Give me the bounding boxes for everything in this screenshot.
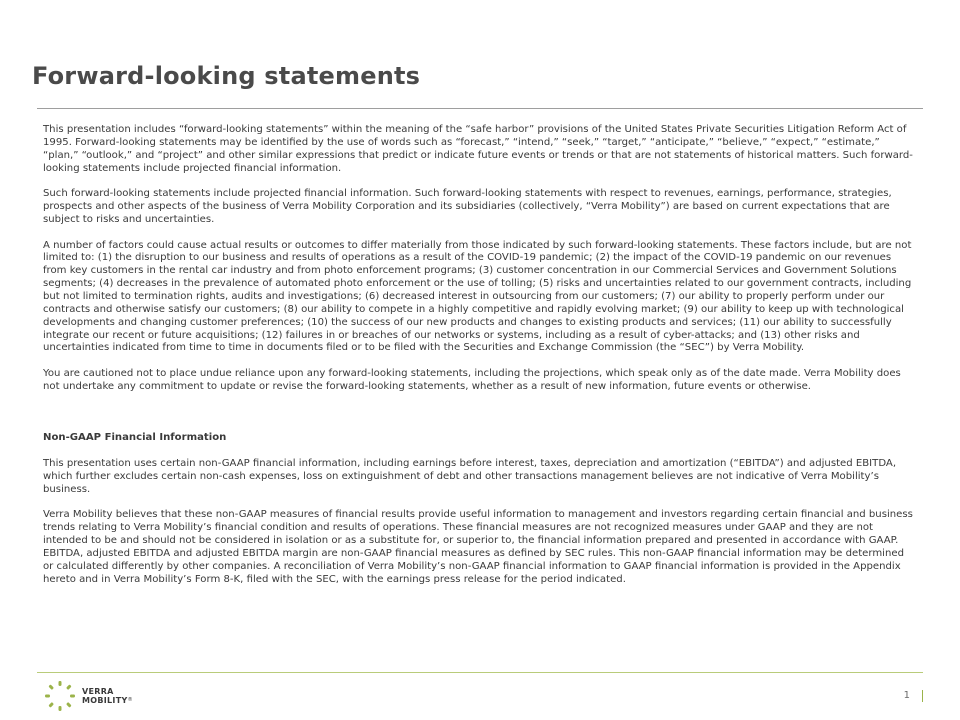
forward-looking-paragraph-3: A number of factors could cause actual results or outcomes to differ materially from those indicated by such forward-looking statements. These factors include, but are not limited to: (1) the disruption to our business and results of operations as a result of the COVID-19 pandemic; (2) the impact of the COVID-19 pandemic on our revenues from key customers in the rental car industry and from photo enforcement programs; (3) customer concentration in our Commercial Services and Government Solutions segments; (4) decreases in the prevalence of automated photo enforcement or the use of tolling; (5) risks and uncertainties related to our government contracts, including but not limited to termination rights, audits and investigations; (6) decreased interest in outsourcing from our customers; (7) our ability to properly perform under our contracts and otherwise satisfy our customers; (8) our ability to compete in a highly competitive and rapidly evolving market; (9) our ability to keep up with technological developments and changing customer preferences; (10) the success of our new products and changes to existing products and services; (11) our ability to successfully integrate our recent or future acquisitions; (12) failures in or breaches of our networks or systems, including as a result of cyber-attacks; and (13) other risks and uncertainties indicated from time to time in documents filed or to be filed with the Securities and Exchange Commission (the “SEC”) by Verra Mobility. [43, 239, 912, 354]
logo-line-1: VERRA [82, 687, 114, 696]
logo-wordmark [82, 687, 133, 705]
logo-mark-icon [44, 680, 76, 712]
forward-looking-paragraph-2: Such forward-looking statements include projected financial information. Such forward-looking statements with respect to revenues, earnings, performance, strategies, prospects and other aspects of the business of Verra Mobility Corporation and its subsidiaries (collectively, “Verra Mobility”) are based on current expectations that are subject to risks and uncertainties. [43, 188, 892, 225]
non-gaap-heading: Non-GAAP Financial Information [43, 432, 227, 444]
footer-divider [37, 672, 923, 673]
logo-line-2 [82, 696, 133, 705]
logo-line-2-text: MOBILITY [82, 696, 128, 705]
body-text [43, 124, 915, 599]
verra-mobility-logo [44, 680, 164, 712]
page-number: 1 [903, 690, 910, 701]
slide-title: Forward-looking statements [32, 62, 421, 90]
non-gaap-paragraph-1: This presentation uses certain non-GAAP financial information, including earnings before interest, taxes, depreciation and amortization (“EBITDA”) and adjusted EBITDA, which further excludes certain non-cash expenses, loss on extinguishment of debt and other transactions management believes are not indicative of Verra Mobility’s business. [43, 457, 897, 495]
forward-looking-paragraph-1: This presentation includes “forward-looking statements” within the meaning of the “safe harbor” provisions of the United States Private Securities Litigation Reform Act of 1995. Forward-looking statements may be identified by the use of words such as “forecast,” “intend,” “seek,” “target,” “anticipate,” “believe,” “expect,” “estimate,” “plan,” “outlook,” and “project” and other similar expressions that predict or indicate future events or trends or that are not statements of historical matters. Such forward-looking statements include projected financial information. [43, 124, 913, 174]
section-spacer [43, 407, 915, 433]
title-divider [37, 108, 923, 109]
logo-trademark: ® [127, 697, 133, 703]
non-gaap-paragraph-2: Verra Mobility believes that these non-GAAP measures of financial results provide useful information to management and investors regarding certain financial and business trends relating to Verra Mobility’s financial condition and results of operations. These financial measures are not recognized measures under GAAP and they are not intended to be and should not be considered in isolation or as a substitute for, or superior to, the financial information prepared and presented in accordance with GAAP. EBITDA, adjusted EBITDA and adjusted EBITDA margin are non-GAAP financial measures as defined by SEC rules. This non-GAAP financial information may be determined or calculated differently by other companies. A reconciliation of Verra Mobility’s non-GAAP financial information to GAAP financial information is provided in the Appendix hereto and in Verra Mobility’s Form 8-K, filed with the SEC, with the earnings press release for the period indicated. [43, 509, 913, 585]
page-number-bar [922, 690, 923, 702]
forward-looking-paragraph-4: You are cautioned not to place undue reliance upon any forward-looking statements, including the projections, which speak only as of the date made. Verra Mobility does not undertake any commitment to update or revise the forward-looking statements, whether as a result of new information, future events or otherwise. [43, 368, 901, 392]
